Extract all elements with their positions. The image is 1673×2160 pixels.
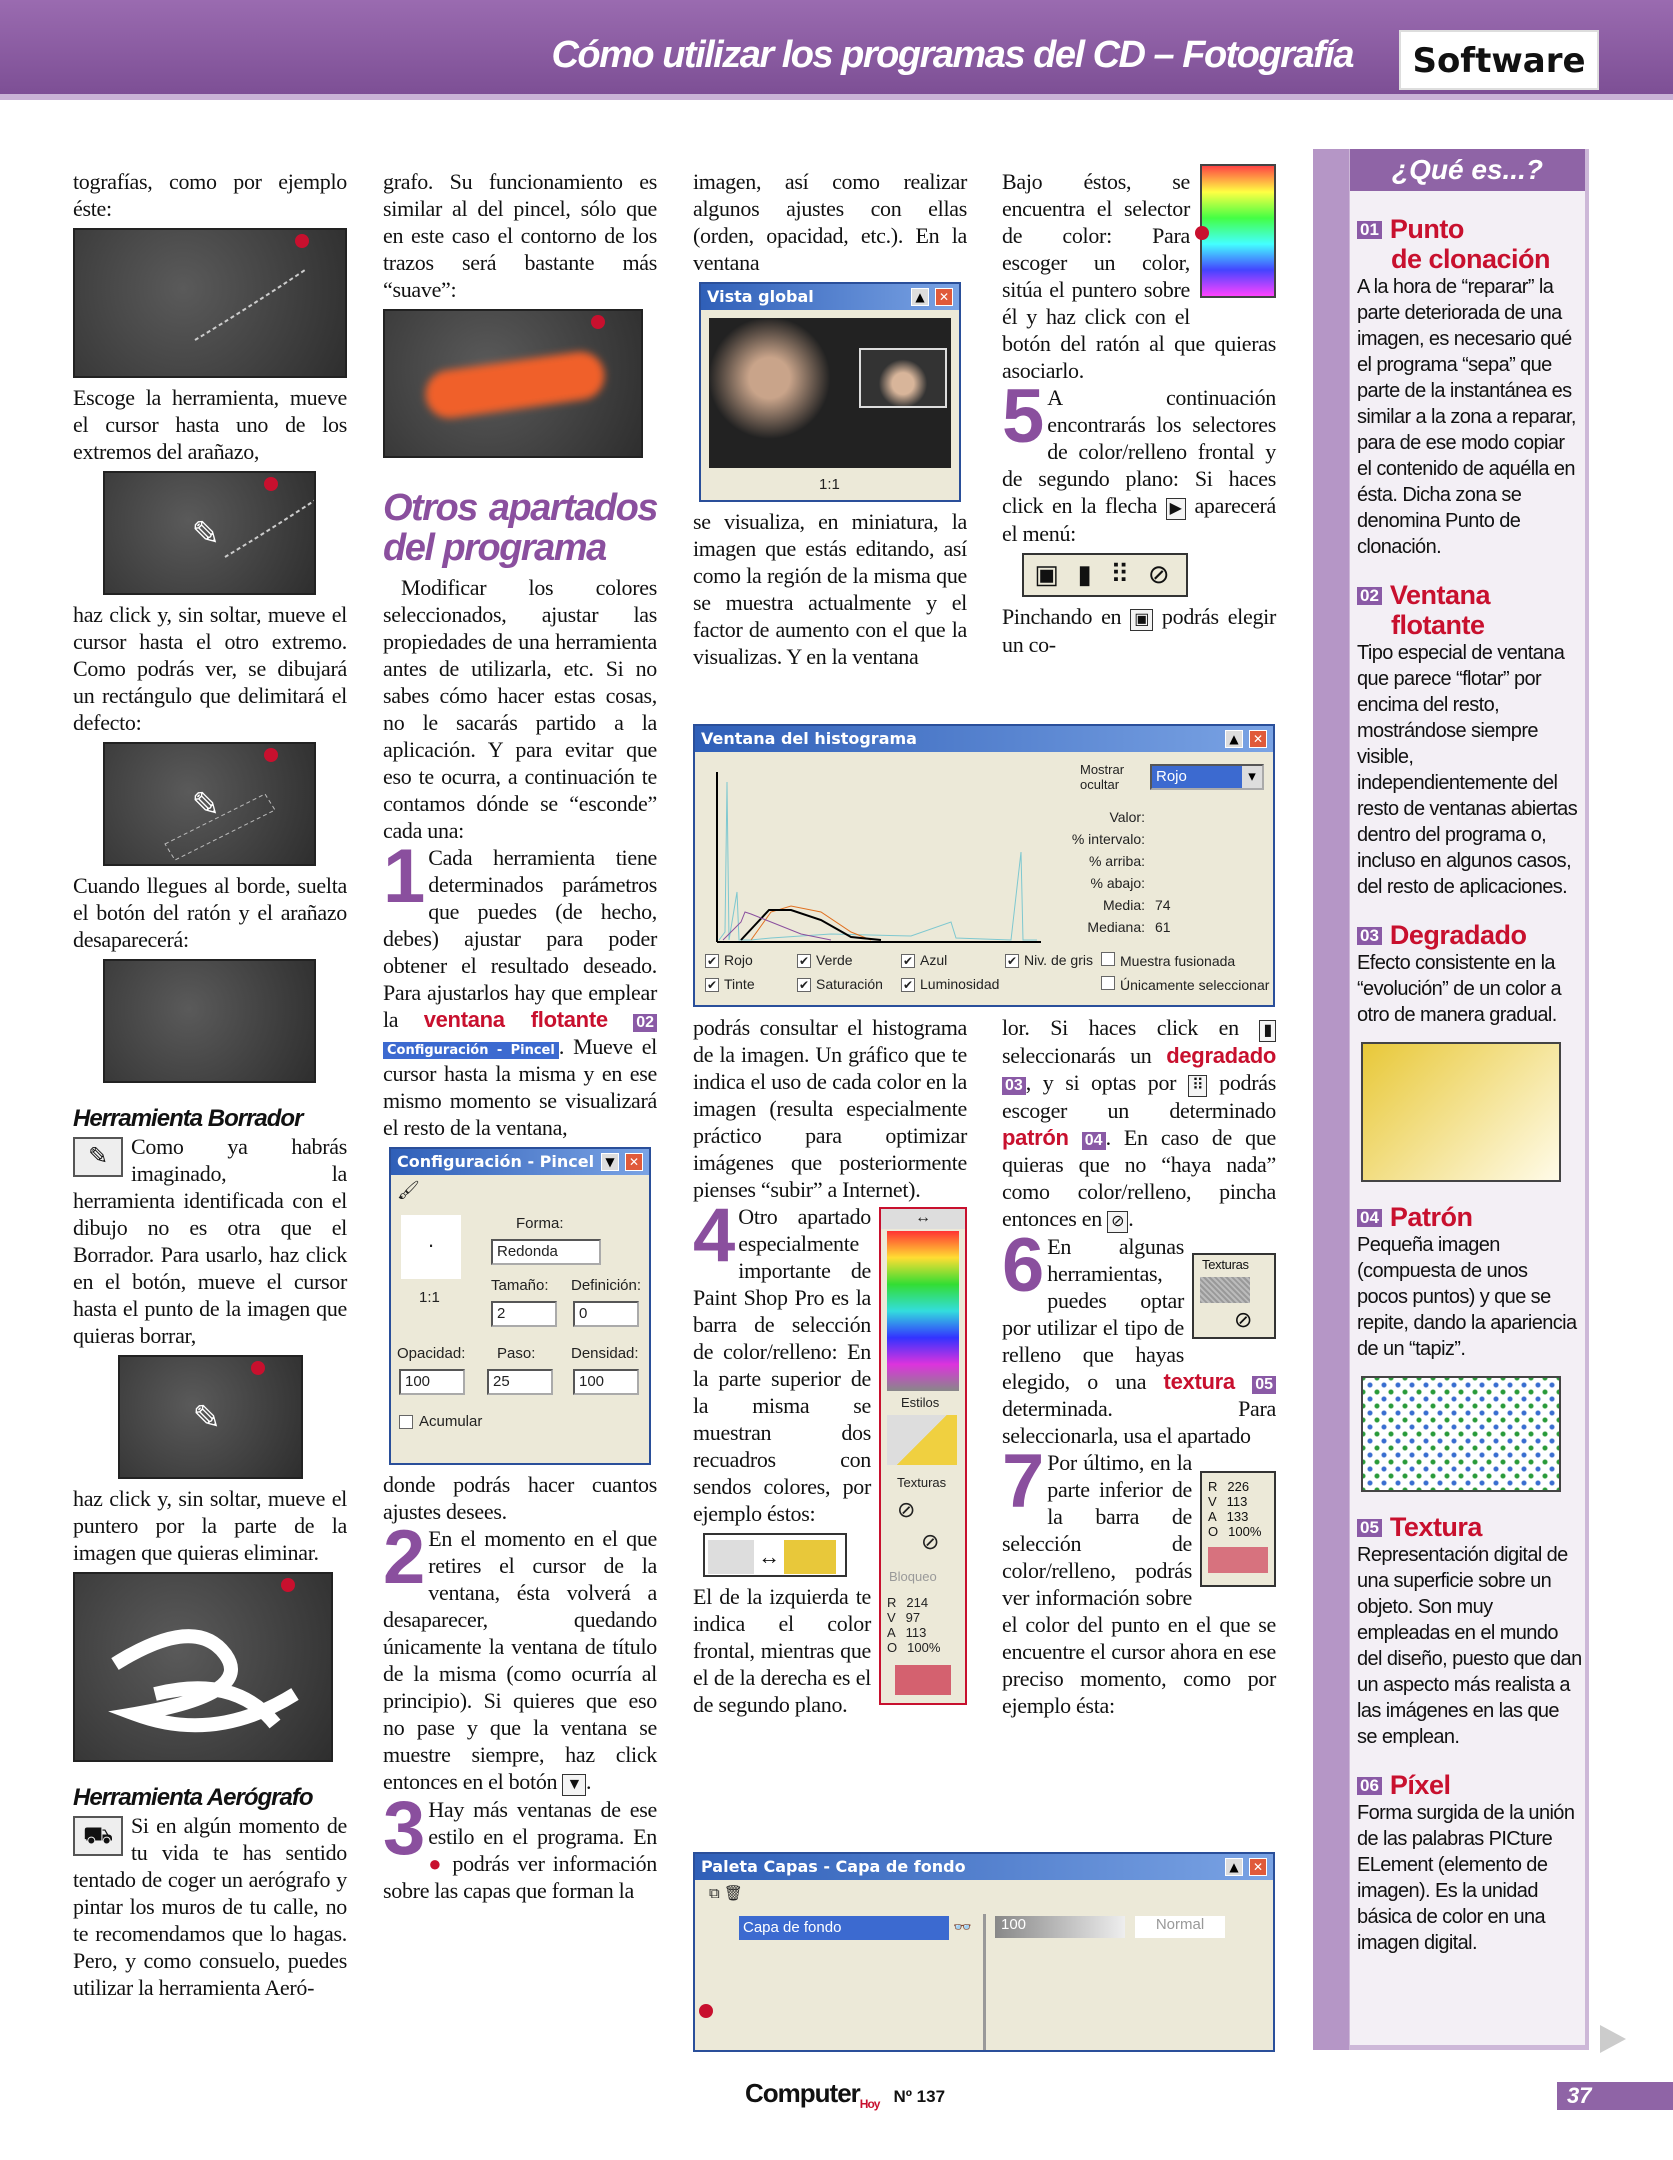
glossary-number: 02: [1357, 587, 1382, 605]
vista-title: Vista global: [707, 287, 814, 306]
rgb-value: 100%: [1228, 1524, 1262, 1539]
step-number: 3: [383, 1786, 423, 1871]
paragraph: [693, 1014, 967, 1203]
histogram-stat: [1035, 806, 1215, 828]
color-swatches[interactable]: [703, 1533, 847, 1577]
glossary-heading: [1357, 1512, 1582, 1542]
histogram-stat: [1035, 828, 1215, 850]
text-run: Pinchando en: [1002, 604, 1131, 629]
text-run: podrás escoger un determinado: [1002, 1070, 1276, 1123]
layers-palette-window[interactable]: [693, 1852, 1275, 2052]
text-run: grafo. Su funcionamiento es similar al del pincel, sólo que en este caso el contorno de los trazos será bastante más “suave”:: [383, 169, 657, 302]
text-run: tografías, como por ejemplo éste:: [73, 169, 347, 221]
glossary-ref-badge: 03: [1002, 1077, 1026, 1095]
tool-cursor-icon: ✎: [191, 516, 220, 553]
rgb-value: 214: [906, 1595, 929, 1610]
paragraph: [73, 168, 347, 222]
rgb-row: [1208, 1509, 1268, 1524]
text-run: A continuación encontrarás los selectores de color/relleno frontal y de segundo plano: Si haces click en la flecha: [1002, 385, 1276, 518]
fill-type-menu[interactable]: [1022, 553, 1188, 597]
checkbox-label: Tinte: [724, 976, 755, 992]
stat-value: 61: [1155, 919, 1171, 935]
step-3: [383, 1786, 657, 1904]
stat-label: % arriba:: [1088, 853, 1145, 869]
rgb-key: V: [1208, 1494, 1217, 1509]
glossary-number: 03: [1357, 927, 1382, 945]
sidebar-title: ¿Qué es...?: [1350, 149, 1585, 191]
forma-label: Forma:: [516, 1215, 564, 1232]
glossary-term-cont: de clonación: [1391, 244, 1551, 274]
layer-row[interactable]: Capa de fondo: [739, 1916, 949, 1940]
page-number: 37: [1557, 2082, 1673, 2110]
glossary-ref-badge: 04: [1082, 1132, 1106, 1150]
rgb-row: [887, 1640, 940, 1655]
glossary-text: Representación digital de una superficie sobre un objeto. Son muy empleadas en el mundo del diseño, puesto que dan un aspecto más realista a las imágenes en las que se emplean.: [1357, 1544, 1582, 1748]
paragraph: [73, 384, 347, 465]
rgb-row: [887, 1595, 940, 1610]
pointer-dot: [281, 1578, 295, 1592]
histogram-stat: [1035, 894, 1215, 916]
rgb-key: V: [887, 1610, 896, 1625]
bloqueo-checkbox[interactable]: Bloqueo: [889, 1569, 937, 1584]
glossary-number: 01: [1357, 221, 1382, 239]
text-run: podrás ver información sobre las capas que forman la: [383, 1851, 657, 1903]
histogram-stat: [1035, 850, 1215, 872]
opacidad-spinner[interactable]: 100: [399, 1369, 465, 1395]
rgb-key: R: [1208, 1479, 1218, 1494]
glossary-text: Forma surgida de la unión de las palabras PICture ELement (elemento de imagen). Es la unidad básica de color en una imagen digital.: [1357, 1802, 1575, 1954]
paragraph: [73, 1812, 347, 2001]
text-run: donde podrás hacer cuantos ajustes desees.: [383, 1472, 657, 1524]
definicion-spinner[interactable]: 0: [573, 1301, 639, 1327]
highlight-term: ventana flotante: [423, 1007, 608, 1032]
inline-button-icon[interactable]: ▶: [1166, 498, 1186, 520]
zoom-label: 1:1: [819, 476, 840, 493]
checkbox-label: Rojo: [724, 952, 753, 968]
pointer-dot: [264, 477, 278, 491]
paragraph: [73, 601, 347, 736]
step-2: [383, 1515, 657, 1796]
glossary-item-04: [1357, 1202, 1582, 1492]
glossary-number: 06: [1357, 1777, 1382, 1795]
step-number: 5: [1002, 374, 1042, 459]
text-run: Cada herramienta tiene determinados parámetros que puedes (de hecho, debes) ajustar para poder obtener el resultado deseado. Para ajustarlos hay que emplear la: [383, 845, 657, 1032]
column-2: [383, 168, 657, 1904]
text-run: . En caso de que quieras que no “haya nada” como color/relleno, pincha entonces en: [1002, 1125, 1276, 1231]
text-run: Otro apartado especialmente importante de Paint Shop Pro es la barra de selección de color/relleno: En la parte superior de la misma se muestran dos recuadros con sendos colores, por ejemplo éstos:: [693, 1204, 871, 1526]
paragraph: [73, 1485, 347, 1566]
glossary-heading: [1357, 214, 1582, 274]
vista-global-window[interactable]: [699, 282, 961, 502]
glossary-pattern-image: [1361, 1376, 1561, 1492]
highlight-term: textura: [1163, 1369, 1235, 1394]
definicion-label: Definición:: [571, 1277, 642, 1294]
text-run: seleccionarás un: [1002, 1043, 1167, 1068]
densidad-label: Densidad:: [571, 1345, 639, 1362]
vista-titlebar: [701, 284, 959, 310]
layers-title: Paleta Capas - Capa de fondo: [701, 1857, 966, 1876]
pointer-dot: [591, 315, 605, 329]
texturas-label: Texturas: [897, 1475, 947, 1490]
checkbox-label: Luminosidad: [920, 976, 1000, 992]
photo-cursor: [103, 471, 316, 595]
paragraph: [383, 1471, 657, 1525]
highlight-term: patrón: [1002, 1125, 1069, 1150]
rgb-row: [1208, 1494, 1268, 1509]
none-icon[interactable]: ⊘: [1147, 560, 1176, 589]
header-band: [0, 0, 1673, 100]
paso-spinner[interactable]: 25: [487, 1369, 553, 1395]
texture-swatch[interactable]: [1200, 1277, 1250, 1303]
pattern-icon[interactable]: ⠿: [1110, 560, 1136, 589]
checkbox-luminosidad[interactable]: ✔ Luminosidad: [902, 976, 1000, 992]
photo-stroke: [383, 309, 643, 458]
checkbox-rojo[interactable]: ✔ Rojo: [706, 952, 753, 968]
text-run: Por último, en la parte inferior de la barra de selección de color/relleno, podrás ver información sobre el color del punto en el que se encuentre el cursor ahora en ese preciso momento, como por ejemplo ésta:: [1002, 1450, 1276, 1718]
gradient-icon[interactable]: ▮: [1077, 560, 1098, 589]
text-run: [1069, 1125, 1082, 1150]
background-swatch[interactable]: [784, 1540, 836, 1574]
glossary-item-06: [1357, 1770, 1582, 1956]
rgb-row: [1208, 1524, 1268, 1539]
checkbox-verde[interactable]: ✔ Verde: [798, 952, 853, 968]
glossary-item-02: [1357, 580, 1582, 900]
glossary-heading: [1357, 920, 1582, 950]
glossary-heading: [1357, 1202, 1582, 1232]
view-region-rect[interactable]: [859, 348, 947, 408]
step-1: [383, 834, 657, 1141]
brush-preview: ·: [401, 1215, 461, 1279]
checkbox-label: Azul: [920, 952, 948, 968]
collapse-button[interactable]: ▲: [1225, 730, 1243, 748]
checkbox-saturaci-n[interactable]: ✔ Saturación: [798, 976, 883, 992]
glossary-ref-badge: 02: [633, 1014, 657, 1032]
visibility-icon[interactable]: 👓: [953, 1919, 972, 1936]
photo-clean: [103, 959, 316, 1083]
collapse-button[interactable]: ▲: [1225, 1858, 1243, 1876]
close-button[interactable]: ✕: [625, 1153, 643, 1171]
color-picker-area[interactable]: [887, 1231, 959, 1391]
blend-mode-select[interactable]: Normal: [1135, 1916, 1225, 1938]
collapse-button[interactable]: ▲: [911, 288, 929, 306]
airbrush-icon[interactable]: ⛟: [73, 1816, 123, 1856]
rgb-key: A: [1208, 1509, 1217, 1524]
pointer-dot-icon: ●: [428, 1851, 445, 1876]
glossary-item-05: [1357, 1512, 1582, 1750]
checkbox-label: Únicamente seleccionar: [1120, 977, 1270, 993]
zoom-label: 1:1: [419, 1289, 440, 1306]
paragraph: [693, 508, 967, 670]
rgb-value: 226: [1227, 1479, 1250, 1494]
section-heading: Otros apartados del programa: [383, 487, 657, 569]
glossary-text: Tipo especial de ventana que parece “flotar” por encima del resto, mostrándose siempre visible, independientemente del resto de ventanas abiertas dentro del programa o, incluso en algunos casos, del resto de aplicaciones.: [1357, 642, 1578, 898]
checkbox-label: Saturación: [816, 976, 883, 992]
glossary-heading: [1357, 580, 1582, 640]
close-button[interactable]: ✕: [935, 288, 953, 306]
text-run: haz click y, sin soltar, mueve el cursor hasta el otro extremo. Como podrás ver, se dibujará un rectángulo que delimitará el defecto:: [73, 602, 347, 735]
text-run: lor. Si haces click en: [1002, 1015, 1260, 1040]
checkbox-0[interactable]: [1101, 952, 1235, 969]
text-run: se visualiza, en miniatura, la imagen que estás editando, así como la región de la misma que se muestra actualmente y el factor de aumento con el que la visualizas. Y en la ventana: [693, 509, 967, 669]
photo-erased: [73, 1572, 333, 1762]
paragraph: [1002, 603, 1276, 658]
rgb-key: O: [1208, 1524, 1219, 1539]
stat-label: Valor:: [1109, 809, 1145, 825]
column-1: [73, 168, 347, 2001]
text-run: [608, 1007, 633, 1032]
glossary-term: Patrón: [1389, 1202, 1473, 1232]
photo-eraser: [118, 1355, 303, 1479]
paragraph: [73, 872, 347, 953]
pointer-dot: [264, 748, 278, 762]
eraser-icon[interactable]: ✎: [73, 1137, 123, 1177]
column-3-bottom: [693, 1014, 967, 1718]
brush-tab-icon[interactable]: 🖌: [397, 1180, 420, 1200]
glossary-term: Degradado: [1389, 920, 1527, 950]
no-texture-icon[interactable]: ⊘: [1234, 1307, 1253, 1332]
acumular-box[interactable]: [399, 1415, 413, 1429]
text-run: Bajo éstos, se encuentra el selector de color: Para escoger un color, sitúa el puntero sobre él y haz click con el botón del ratón al que quieras asociarlo.: [1002, 169, 1276, 383]
tamano-label: Tamaño:: [491, 1277, 549, 1294]
tool-cursor-icon: ✎: [192, 1400, 221, 1437]
stat-label: % abajo:: [1090, 875, 1145, 891]
glossary-text: Pequeña imagen (compuesta de unos pocos puntos) y que se repite, dando la apariencia de un “tapiz”.: [1357, 1234, 1577, 1360]
inline-button-icon[interactable]: ⠿: [1188, 1075, 1207, 1097]
step-number: 7: [1002, 1439, 1042, 1524]
texturas-selector[interactable]: [1192, 1253, 1276, 1339]
thumbnail-image: [709, 318, 951, 468]
histogram-stat: [1035, 872, 1215, 894]
checkbox-label: Verde: [816, 952, 853, 968]
glossary: [1357, 214, 1582, 1956]
text-run: Como ya habrás imaginado, la herramienta identificada con el dibujo no es otra que el Borrador. Para usarlo, haz click en el botón, mueve el cursor hasta el punto de la imagen que quieras borrar,: [73, 1134, 347, 1348]
glossary-ref-badge: 05: [1252, 1376, 1276, 1394]
rgb-value: 113: [1226, 1494, 1248, 1509]
glossary-term: Punto: [1389, 214, 1464, 244]
text-run: determinada. Para seleccionarla, usa el apartado: [1002, 1396, 1276, 1448]
paragraph: [73, 1133, 347, 1349]
config-title: Configuración - Pincel: [397, 1152, 595, 1171]
page-title: Cómo utilizar los programas del CD – Fotografía: [551, 34, 1353, 76]
glossary-item-01: [1357, 214, 1582, 560]
section-label: Software: [1399, 30, 1599, 90]
color-icon[interactable]: ▣: [1034, 560, 1065, 589]
text-run: podrás consultar el histograma de la imagen. Un gráfico que te indica el uso de cada color en la imagen (resulta especialmente práctico para optimizar imágenes que posteriormente pienses “subir” a Internet).: [693, 1015, 967, 1202]
rgb-key: O: [887, 1640, 898, 1655]
text-run: haz click y, sin soltar, mueve el puntero por la parte de la imagen que quieras eliminar.: [73, 1486, 347, 1565]
rgb-row: [1208, 1479, 1268, 1494]
checkbox-tinte[interactable]: ✔ Tinte: [706, 976, 755, 992]
checkbox-niv-de-gris[interactable]: ✔ Niv. de gris: [1006, 952, 1093, 968]
rgb-value: 100%: [907, 1640, 941, 1655]
color-preview: [895, 1665, 951, 1695]
pin-window-button[interactable]: ▼: [601, 1153, 619, 1171]
acumular-checkbox[interactable]: Acumular: [419, 1413, 483, 1430]
paragraph: [693, 168, 967, 276]
forma-select[interactable]: Redonda: [491, 1239, 601, 1265]
opacity-slider[interactable]: 100: [995, 1916, 1125, 1938]
pointer-dot: [251, 1361, 265, 1375]
text-run: , y si optas por: [1025, 1070, 1188, 1095]
column-3-top: [693, 168, 967, 670]
stat-label: Mediana:: [1087, 919, 1145, 935]
inline-button-icon[interactable]: ▣: [1130, 609, 1153, 631]
text-run: .: [585, 1769, 592, 1794]
checkbox-label: Muestra fusionada: [1120, 953, 1236, 969]
text-run: [1235, 1369, 1252, 1394]
no-texture-icon-2[interactable]: ⊘: [921, 1529, 940, 1554]
channel-select[interactable]: Rojo ▾: [1150, 764, 1264, 790]
color-preview: [1208, 1547, 1268, 1573]
glossary-item-03: [1357, 920, 1582, 1182]
step-number: 2: [383, 1515, 423, 1600]
pointer-dot: [699, 2004, 713, 2018]
tool-cursor-icon: ✎: [191, 787, 220, 824]
paragraph: [383, 168, 657, 303]
paragraph: [383, 574, 657, 844]
swap-icon[interactable]: ↔: [758, 1543, 780, 1569]
text-run: Escoge la herramienta, mueve el cursor hasta uno de los extremos del arañazo,: [73, 385, 347, 464]
close-button[interactable]: ✕: [1249, 730, 1267, 748]
rgb-value: 97: [905, 1610, 921, 1625]
foreground-swatch[interactable]: [708, 1540, 754, 1574]
column-4-top: [1002, 168, 1276, 658]
text-run: Hay más ventanas de ese estilo en el programa. En: [428, 1797, 657, 1849]
rgb-row: [887, 1625, 940, 1640]
rgb-value: 113: [905, 1625, 927, 1640]
paragraph: [1002, 1014, 1276, 1233]
rgb-row: [887, 1610, 940, 1625]
histogram-window[interactable]: [693, 724, 1275, 1007]
glossary-gradient-image: [1361, 1042, 1561, 1182]
mostrar-label: Mostrar ocultar: [1080, 762, 1125, 792]
rgb-value: 133: [1226, 1509, 1249, 1524]
histogram-title: Ventana del histograma: [701, 729, 917, 748]
rgb-key: A: [887, 1625, 896, 1640]
text-run: En el momento en el que retires el cursor de la ventana, ésta volverá a desaparecer, quedando únicamente la ventana de título de la misma (como ocurría al principio). Si quieres que eso no pase y que la ventana se muestre siempre, haz click entonces en el botón: [383, 1526, 657, 1794]
step-number: 4: [693, 1193, 733, 1278]
new-layer-icon[interactable]: ⧉ 🗑: [709, 1885, 743, 1902]
inline-button-icon[interactable]: ▼: [562, 1774, 586, 1796]
text-run: podrás elegir un co-: [1002, 604, 1276, 657]
column-4-bottom: [1002, 1014, 1276, 1719]
config-pincel-window[interactable]: [389, 1147, 651, 1465]
texturas-label: Texturas: [1202, 1257, 1249, 1272]
style-selector[interactable]: [887, 1415, 957, 1465]
text-run: aparecerá el menú:: [1002, 493, 1276, 546]
glossary-text: Efecto consistente en la “evolución” de un color a otro de manera gradual.: [1357, 952, 1562, 1026]
glossary-number: 05: [1357, 1519, 1382, 1537]
config-titlebar: [391, 1149, 649, 1175]
checkbox-azul[interactable]: ✔ Azul: [902, 952, 948, 968]
text-run: .: [1128, 1206, 1134, 1231]
photo-scratch: [73, 228, 347, 378]
text-run: . Mueve el cursor hasta la misma y en ese mismo momento se visualizará el resto de la ventana,: [383, 1034, 657, 1140]
config-window-titlebar-thumb: Configuración - Pincel: [383, 1042, 559, 1059]
subsection-heading: Herramienta Aerógrafo: [73, 1784, 313, 1811]
next-page-arrow-icon: [1600, 2025, 1626, 2053]
glossary-heading: [1357, 1770, 1582, 1800]
step-number: 1: [383, 834, 423, 919]
text-run: Si en algún momento de tu vida te has sentido tentado de coger un aerógrafo y pintar los muros de tu calle, no te recomendamos que lo hagas. Pero, y como consuelo, puedes utilizar la herramienta Aeró-: [73, 1813, 347, 2000]
paso-label: Paso:: [497, 1345, 536, 1362]
stat-value: 74: [1155, 897, 1171, 913]
text-run: imagen, así como realizar algunos ajustes con ellas (orden, opacidad, etc.). En la ventana: [693, 169, 967, 275]
estilos-label: Estilos: [901, 1395, 940, 1410]
stat-label: % intervalo:: [1071, 831, 1145, 847]
densidad-spinner[interactable]: 100: [573, 1369, 639, 1395]
glossary-term: Píxel: [1389, 1770, 1451, 1800]
subsection-heading: Herramienta Borrador: [73, 1105, 303, 1132]
histogram-chart: [711, 762, 1051, 952]
color-selector-image: [1200, 164, 1276, 298]
swap-colors-icon[interactable]: ↔: [881, 1209, 965, 1229]
glossary-term: Textura: [1389, 1512, 1482, 1542]
text-run: Modificar los colores seleccionados, ajustar las propiedades de una herramienta antes de utilizarla, etc. Si no sabes cómo hacer estas cosas, no le sacarás partido a la aplicación. Y para evitar que eso te ocurra, a continuación te contamos dónde se “esconde” cada una:: [383, 575, 657, 843]
glossary-term: Ventana: [1389, 580, 1490, 610]
inline-button-icon[interactable]: ⊘: [1107, 1211, 1128, 1233]
text-run: En algunas herramientas, puedes optar por utilizar el tipo de relleno que hayas elegido, o una: [1002, 1234, 1184, 1394]
color-info-box[interactable]: [1200, 1471, 1276, 1587]
no-texture-icon[interactable]: ⊘: [897, 1497, 916, 1522]
color-fill-bar[interactable]: [879, 1207, 967, 1705]
text-run: El de la izquierda te indica el color frontal, mientras que el de la derecha es el de segundo plano.: [693, 1584, 871, 1717]
opacidad-label: Opacidad:: [397, 1345, 466, 1362]
glossary-text: A la hora de “reparar” la parte deteriorada de una imagen, es necesario qué el programa “sepa” que parte de la instantánea es similar a la zona a reparar, para de ese modo copiar el contenido de aquélla en ésta. Dicha zona se denomina Punto de clonación.: [1357, 276, 1576, 558]
close-button[interactable]: ✕: [1249, 1858, 1267, 1876]
footer-brand: Computer$_{Hoy}$ Nº 137: [745, 2078, 946, 2112]
highlight-term: degradado: [1166, 1043, 1276, 1068]
step-5: [1002, 374, 1276, 547]
step-number: 6: [1002, 1223, 1042, 1308]
rgb-key: R: [887, 1595, 897, 1610]
glossary-number: 04: [1357, 1209, 1382, 1227]
inline-button-icon[interactable]: ▮: [1259, 1020, 1276, 1042]
checkbox-label: Niv. de gris: [1024, 952, 1093, 968]
tamano-spinner[interactable]: 2: [491, 1301, 557, 1327]
photo-rect: [103, 742, 316, 866]
histogram-stat: [1035, 916, 1215, 938]
checkbox-1[interactable]: [1101, 976, 1269, 993]
pointer-dot: [295, 234, 309, 248]
glossary-term-cont: flotante: [1391, 610, 1485, 640]
text-run: Cuando llegues al borde, suelta el botón del ratón y el arañazo desaparecerá:: [73, 873, 347, 952]
pointer-dot: [1195, 226, 1209, 240]
stat-label: Media:: [1102, 897, 1145, 913]
